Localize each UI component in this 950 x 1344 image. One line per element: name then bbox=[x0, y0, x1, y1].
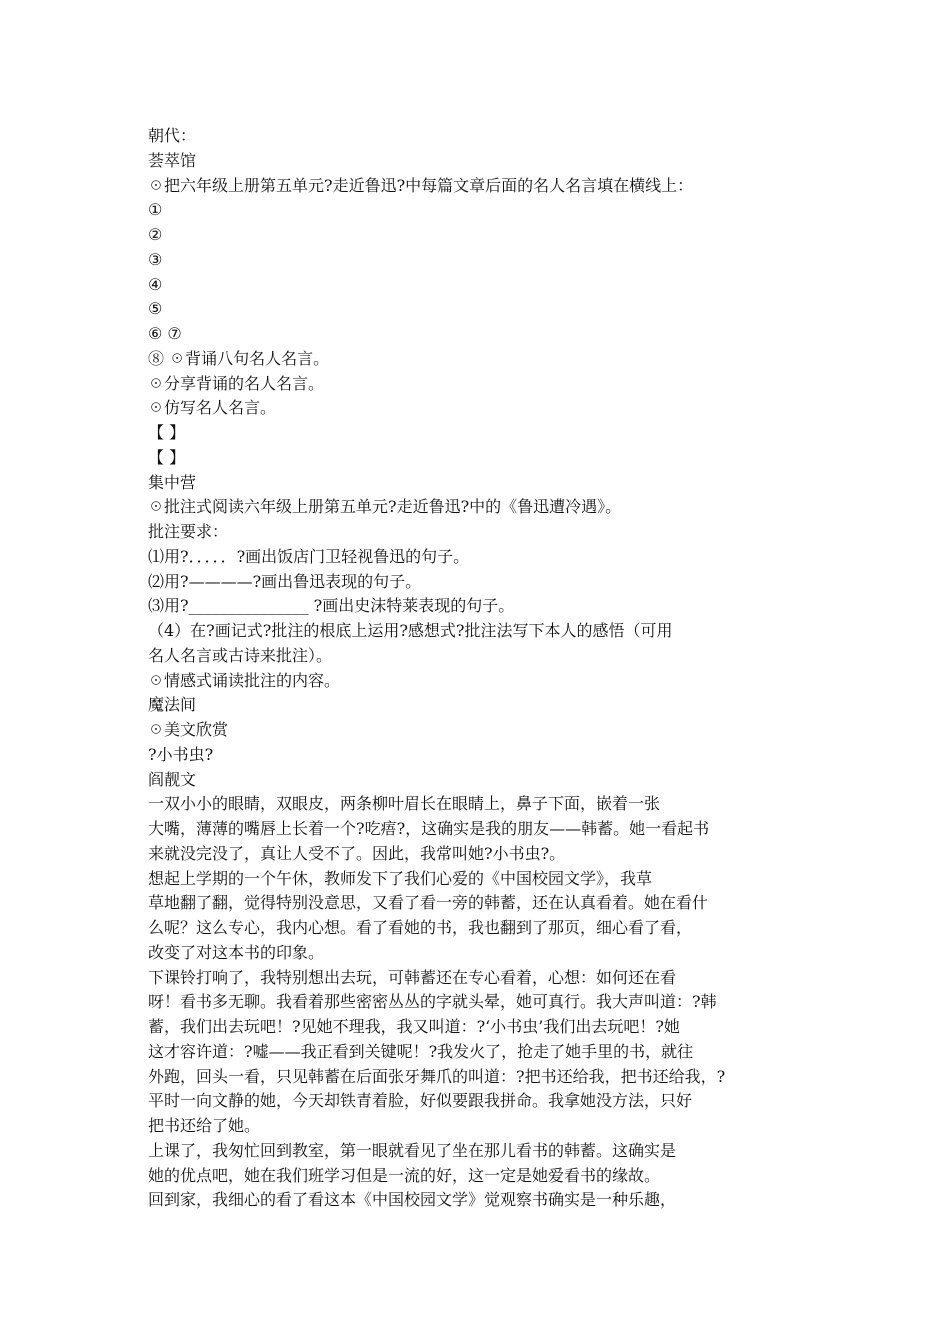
text-line: 么呢？这么专心，我内心想。看了看她的书，我也翻到了那页，细心看了看， bbox=[148, 918, 693, 937]
text-line: ⑶用?_______________ ?画出史沫特莱表现的句子。 bbox=[148, 596, 515, 616]
text-line: ⑵用?————?画出鲁迅表现的句子。 bbox=[148, 571, 422, 591]
text-line: ⑧ ☉背诵八句名人名言。 bbox=[148, 348, 330, 368]
text-line: 呀！看书多无聊。我看着那些密密丛丛的字就头晕，她可真行。我大声叫道：?韩 bbox=[148, 992, 717, 1012]
text-line: 上课了，我匆忙回到教室，第一眼就看见了坐在那儿看书的韩蓄。这确实是 bbox=[148, 1140, 677, 1160]
text-line: 改变了对这本书的印象。 bbox=[148, 942, 325, 962]
text-line: ☉批注式阅读六年级上册第五单元?走近鲁迅?中的《鲁迅遭冷遇》。 bbox=[148, 497, 622, 517]
text-line: 一双小小的眼睛，双眼皮，两条柳叶眉长在眼睛上，鼻子下面，嵌着一张 bbox=[148, 794, 661, 814]
text-line: 荟萃馆 bbox=[148, 150, 197, 170]
text-line: 【 】 bbox=[148, 423, 186, 442]
text-line: ② bbox=[148, 225, 163, 244]
text-line: 魔法间 bbox=[148, 695, 197, 715]
text-line: （4）在?画记式?批注的根底上运用?感想式?批注法写下本人的感悟（可用 bbox=[148, 621, 673, 640]
text-line: 朝代： bbox=[148, 126, 197, 145]
text-line: ☉美文欣赏 bbox=[148, 720, 229, 739]
text-line: ③ bbox=[148, 249, 163, 269]
text-line: 批注要求： bbox=[148, 522, 229, 541]
document-body bbox=[148, 124, 788, 1213]
text-line: 蓄，我们出去玩吧！?见她不理我，我又叫道：?‘小书虫’我们出去玩吧！?她 bbox=[148, 1017, 680, 1036]
text-line: ☉情感式诵读批注的内容。 bbox=[148, 670, 341, 690]
text-line: 集中营 bbox=[148, 472, 197, 492]
text-line: ⑴用?．．．．．?画出饭店门卫轻视鲁迅的句子。 bbox=[148, 546, 470, 566]
text-line: 来就没完没了，真让人受不了。因此，我常叫她?小书虫?。 bbox=[148, 843, 566, 863]
text-line: ④ bbox=[148, 274, 163, 294]
text-line: ☉分享背诵的名人名言。 bbox=[148, 373, 325, 393]
text-line: 草地翻了翻，觉得特别没意思，又看了看一旁的韩蓄，还在认真看着。她在看什 bbox=[148, 893, 709, 913]
text-line: 这才容许道：?嘘——我正看到关键呢！?我发火了，抢走了她手里的书，就往 bbox=[148, 1041, 694, 1061]
text-line: ⑥ ⑦ bbox=[148, 324, 182, 343]
text-line: 名人名言或古诗来批注）。 bbox=[148, 645, 333, 665]
text-line: ⑤ bbox=[148, 299, 163, 319]
text-line: ☉仿写名人名言。 bbox=[148, 398, 277, 418]
text-line: 平时一向文静的她，今天却铁青着脸，好似要跟我拼命。我拿她没方法，只好 bbox=[148, 1091, 693, 1111]
text-line: 大嘴，薄薄的嘴唇上长着一个?吃痦?，这确实是我的朋友——韩蓄。她一看起书 bbox=[148, 819, 710, 838]
text-line: 外跑，回头一看，只见韩蓄在后面张牙舞爪的叫道：?把书还给我，把书还给我，? bbox=[148, 1066, 726, 1086]
text-line: ?小书虫? bbox=[148, 744, 214, 764]
text-line: 下课铃打响了，我特别想出去玩，可韩蓄还在专心看着，心想：如何还在看 bbox=[148, 967, 677, 987]
text-line: 【 】 bbox=[148, 447, 186, 467]
text-line: ① bbox=[148, 200, 163, 220]
text-line: 想起上学期的一个午休，教师发下了我们心爱的《中国校园文学》，我草 bbox=[148, 868, 653, 888]
text-line: 阎靓文 bbox=[148, 769, 197, 789]
text-line: 她的优点吧，她在我们班学习但是一流的好，这一定是她爱看书的缘故。 bbox=[148, 1165, 661, 1185]
text-line: 把书还给了她。 bbox=[148, 1116, 261, 1135]
text-line: ☉把六年级上册第五单元?走近鲁迅?中每篇文章后面的名人名言填在横线上： bbox=[148, 175, 694, 195]
text-line: 回到家，我细心的看了看这本《中国校园文学》觉观察书确实是一种乐趣， bbox=[148, 1190, 677, 1210]
